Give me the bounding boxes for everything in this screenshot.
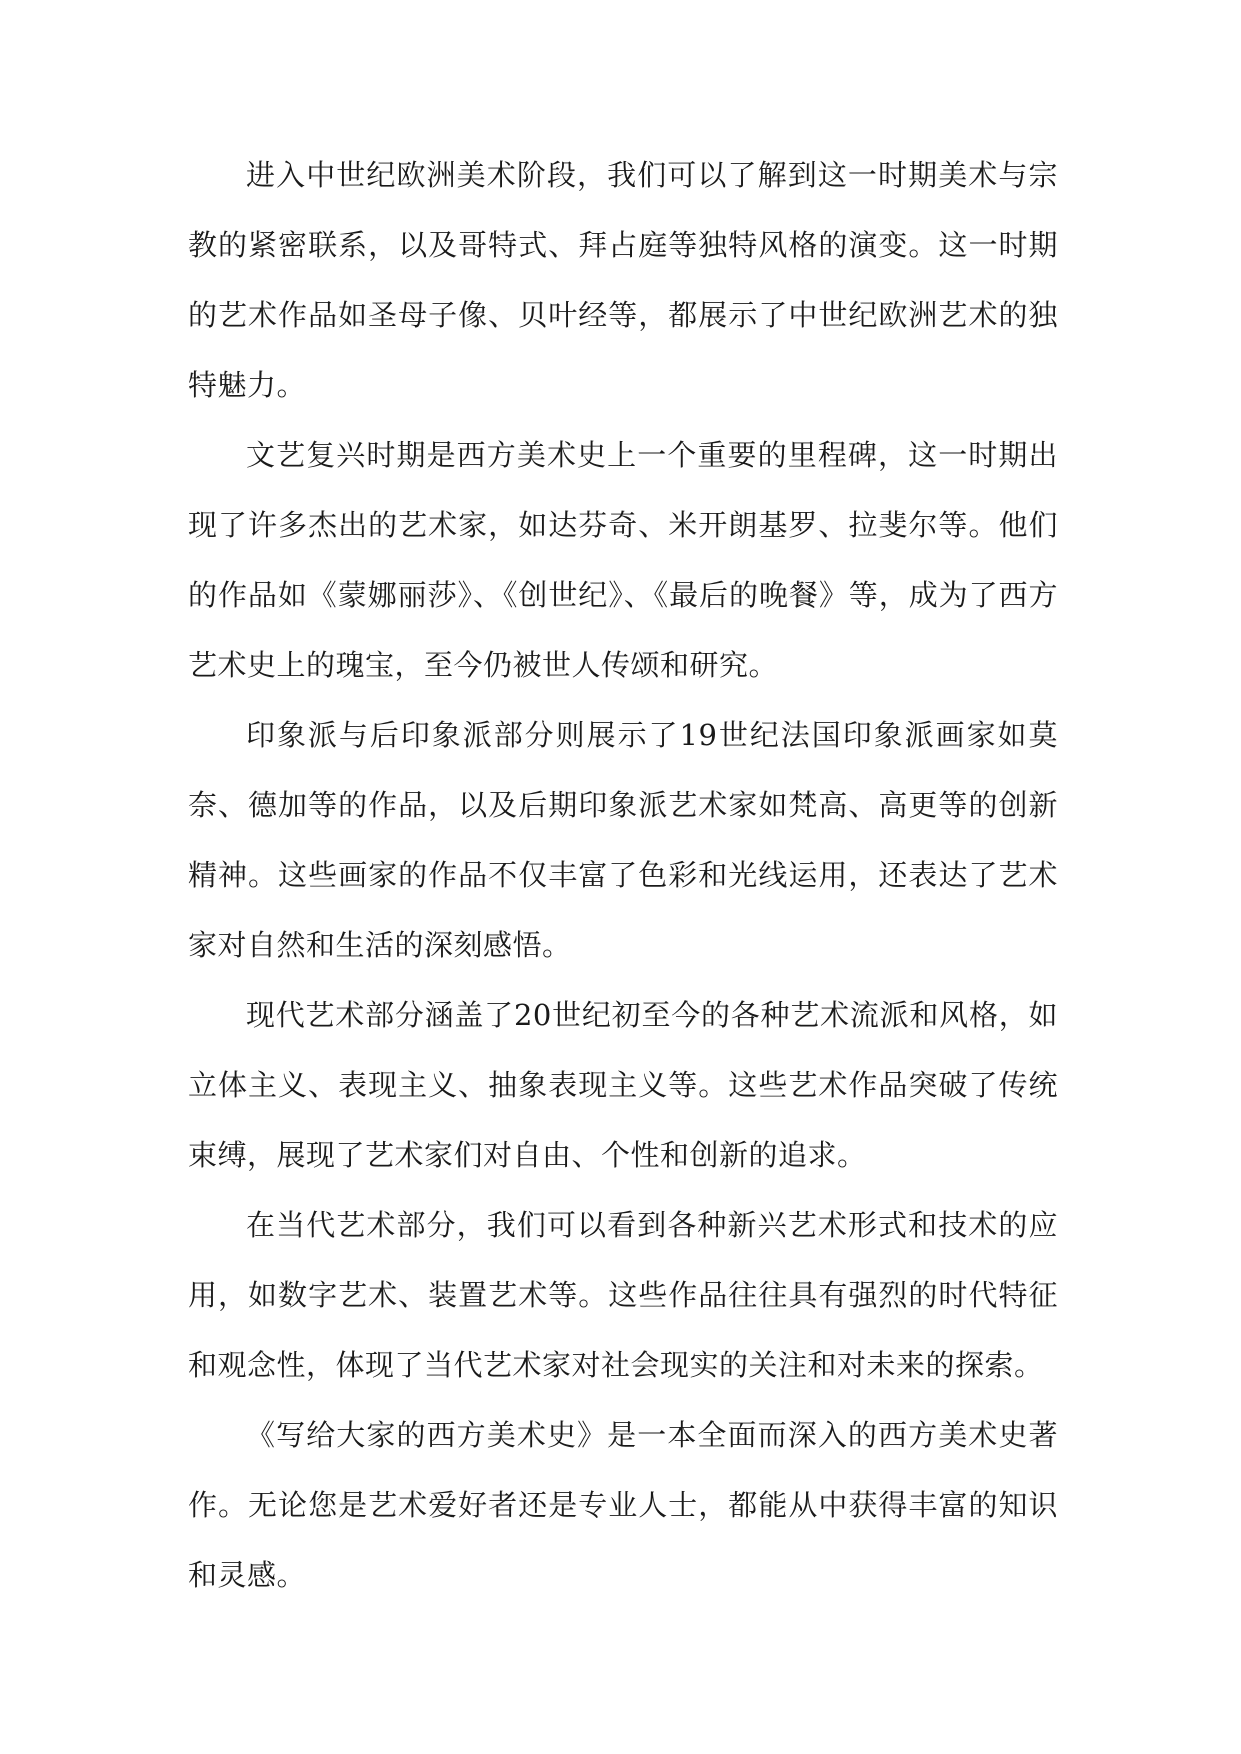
paragraph-medieval-art: 进入中世纪欧洲美术阶段，我们可以了解到这一时期美术与宗教的紧密联系，以及哥特式、拜占庭等独特风格的演变。这一时期的艺术作品如圣母子像、贝叶经等，都展示了中世纪欧洲艺术的独特魅力。 xyxy=(188,158,1058,402)
paragraph-renaissance: 文艺复兴时期是西方美术史上一个重要的里程碑，这一时期出现了许多杰出的艺术家，如达芬奇、米开朗基罗、拉斐尔等。他们的作品如《蒙娜丽莎》、《创世纪》、《最后的晚餐》等，成为了西方艺术史上的瑰宝，至今仍被世人传颂和研究。 xyxy=(188,438,1058,682)
paragraph-conclusion: 《写给大家的西方美术史》是一本全面而深入的西方美术史著作。无论您是艺术爱好者还是专业人士，都能从中获得丰富的知识和灵感。 xyxy=(188,1418,1058,1592)
paragraph-contemporary-art: 在当代艺术部分，我们可以看到各种新兴艺术形式和技术的应用，如数字艺术、装置艺术等。这些作品往往具有强烈的时代特征和观念性，体现了当代艺术家对社会现实的关注和对未来的探索。 xyxy=(188,1208,1058,1382)
paragraph-impressionism: 印象派与后印象派部分则展示了19世纪法国印象派画家如莫奈、德加等的作品，以及后期印象派艺术家如梵高、高更等的创新精神。这些画家的作品不仅丰富了色彩和光线运用，还表达了艺术家对自然和生活的深刻感悟。 xyxy=(188,718,1058,962)
document-body xyxy=(188,140,1058,1610)
paragraph-modern-art: 现代艺术部分涵盖了20世纪初至今的各种艺术流派和风格，如立体主义、表现主义、抽象表现主义等。这些艺术作品突破了传统束缚，展现了艺术家们对自由、个性和创新的追求。 xyxy=(188,998,1058,1172)
